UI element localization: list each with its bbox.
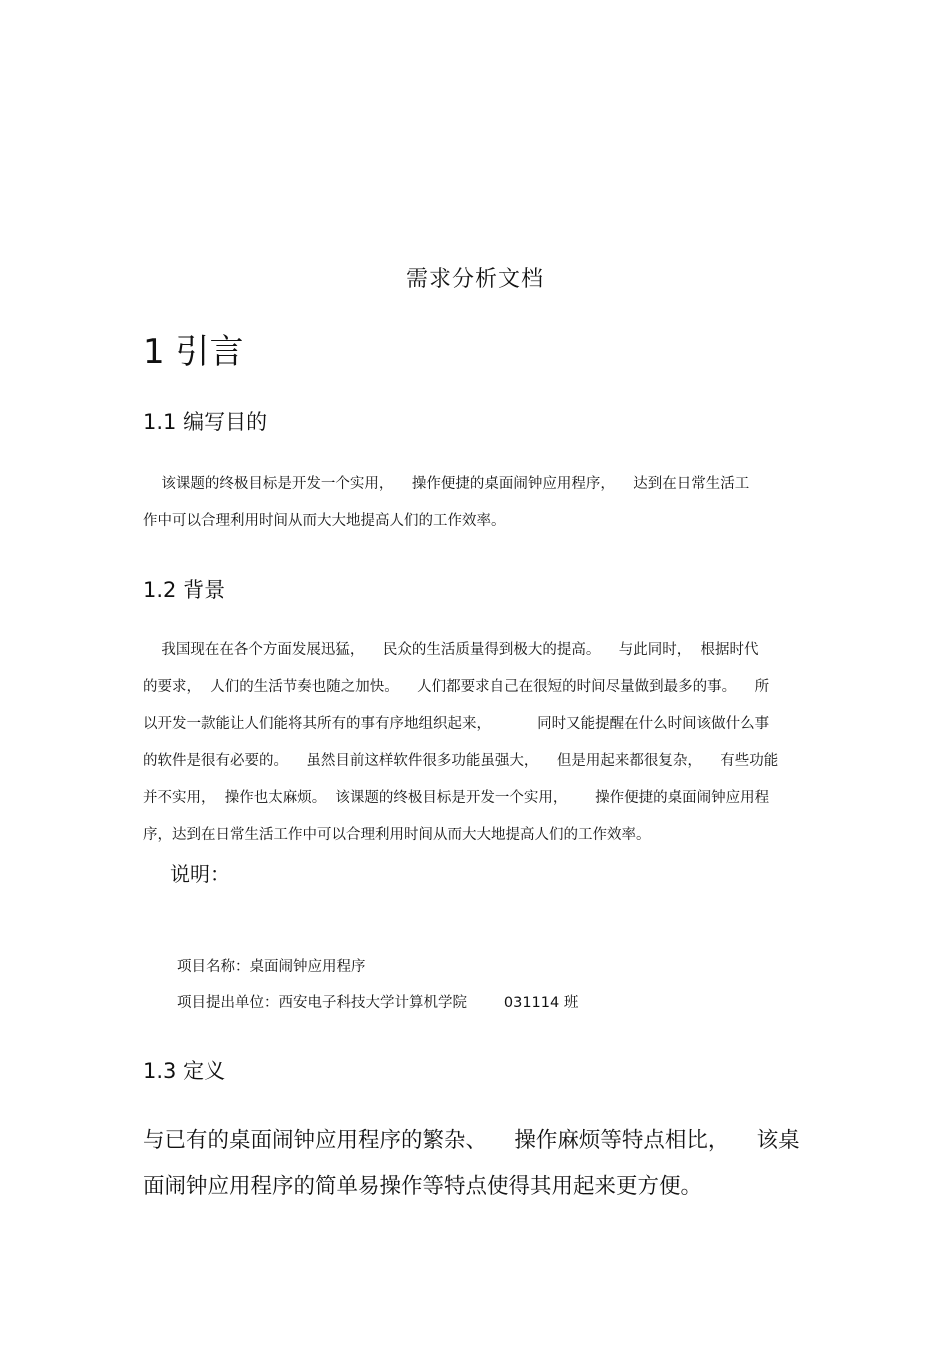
paragraph-line: 与已有的桌面闹钟应用程序的繁杂、 操作麻烦等特点相比， 该桌 [143, 1128, 800, 1153]
section-1-3-paragraph [143, 1125, 803, 1217]
paragraph-line: 面闹钟应用程序的简单易操作等特点使得其用起来更方便。 [143, 1174, 703, 1199]
section-1-heading: 1 引言 [143, 332, 244, 372]
paragraph-line: 以开发一款能让人们能将其所有的事有序地组织起来， 同时又能提醒在什么时间该做什么事 [143, 716, 770, 732]
paragraph-line: 序，达到在日常生活工作中可以合理利用时间从而大大地提高人们的工作效率。 [143, 827, 651, 843]
section-1-1-paragraph [143, 474, 805, 548]
section-1-3-heading: 1.3 定义 [143, 1059, 226, 1083]
paragraph-line: 并不实用， 操作也太麻烦。 该课题的终极目标是开发一个实用， 操作便捷的桌面闹钟应用程 [143, 790, 770, 806]
section-1-1-heading: 1.1 编写目的 [143, 410, 268, 434]
paragraph-line: 的要求， 人们的生活节奏也随之加快。 人们都要求自己在很短的时间尽量做到最多的事。 所 [143, 679, 770, 695]
project-name: 项目名称：桌面闹钟应用程序 [177, 959, 366, 975]
section-1-2-heading: 1.2 背景 [143, 578, 226, 602]
paragraph-line: 的软件是很有必要的。 虽然目前这样软件很多功能虽强大， 但是用起来都很复杂， 有些功能 [143, 753, 779, 769]
project-unit: 项目提出单位：西安电子科技大学计算机学院 031114 班 [177, 995, 579, 1011]
paragraph-line: 作中可以合理利用时间从而大大地提高人们的工作效率。 [143, 513, 506, 529]
paragraph-line: 我国现在在各个方面发展迅猛， 民众的生活质量得到极大的提高。 与此同时， 根据时代 [143, 642, 759, 658]
paragraph-line: 该课题的终极目标是开发一个实用， 操作便捷的桌面闹钟应用程序， 达到在日常生活工 [143, 476, 750, 492]
document-title: 需求分析文档 [405, 267, 544, 292]
note-title: 说明： [170, 862, 230, 886]
section-1-2-paragraph [143, 640, 805, 862]
